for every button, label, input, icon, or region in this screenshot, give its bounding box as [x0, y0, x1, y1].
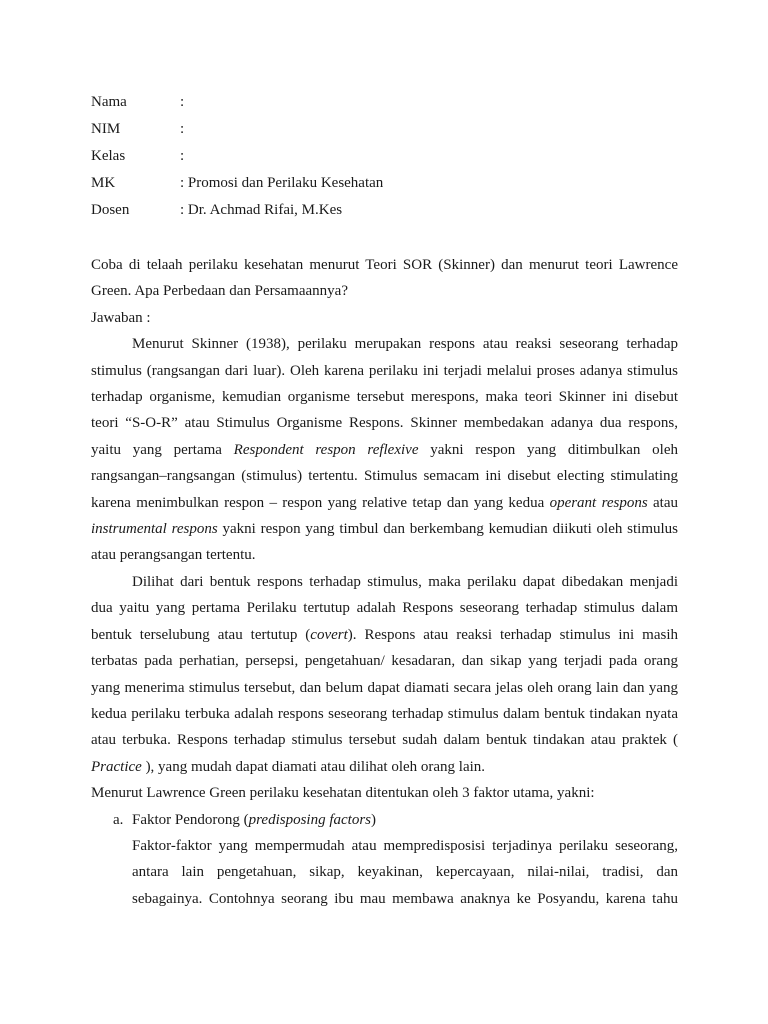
paragraph-line: terhadap organisme, kemudian organisme tersebut merespons, maka teori Skinner ini disebut [91, 389, 678, 406]
student-info-header [91, 92, 383, 227]
header-row-kelas [91, 146, 383, 173]
text-run: yakni respon yang ditimbulkan oleh [418, 441, 678, 458]
italic-term: instrumental respons [91, 521, 218, 538]
paragraph-line: kedua perilaku terbuka adalah respons seseorang terhadap stimulus dalam bentuk tindakan nyata [91, 705, 678, 722]
list-item-title [132, 807, 678, 833]
paragraph-line: antara lain pengetahuan, sikap, keyakinan, kepercayaan, nilai-nilai, tradisi, dan [132, 864, 678, 881]
italic-term: covert [310, 626, 348, 643]
document-body [91, 252, 678, 912]
header-value: : [180, 94, 185, 110]
paragraph-line: Faktor-faktor yang mempermudah atau mempredisposisi terjadinya perilaku seseorang, [132, 837, 678, 854]
italic-term: Practice [91, 758, 142, 775]
paragraph-line: dua yaitu yang pertama Perilaku tertutup adalah Respons seseorang terhadap stimulus dalam [91, 600, 678, 617]
green-intro: Menurut Lawrence Green perilaku kesehatan ditentukan oleh 3 faktor utama, yakni: [91, 785, 595, 802]
paragraph-line: Menurut Skinner (1938), perilaku merupakan respons atau reaksi seseorang terhadap [132, 336, 678, 353]
header-value: : [180, 148, 185, 164]
text-run: yakni respon yang timbul dan berkembang kemudian diikuti oleh stimulus [217, 521, 678, 538]
paragraph-covert-overt [91, 569, 678, 780]
italic-term: Respondent respon reflexive [233, 441, 419, 458]
header-value: : Dr. Achmad Rifai, M.Kes [180, 202, 343, 218]
text-run: ). Respons atau reaksi terhadap stimulus ini masih [347, 626, 678, 643]
italic-term: predisposing factors [248, 811, 372, 828]
text-run: bentuk terselubung atau tertutup ( [91, 626, 311, 643]
paragraph-line [91, 516, 678, 542]
header-value: : Promosi dan Perilaku Kesehatan [180, 175, 384, 191]
list-marker: a. [113, 811, 124, 828]
header-row-nim [91, 119, 383, 146]
italic-term: operant respons [549, 494, 648, 511]
paragraph-line [91, 622, 678, 648]
factor-a-description [132, 833, 678, 912]
header-value: : [180, 121, 185, 137]
text-run: atau [647, 494, 679, 511]
paragraph-line: atau terbuka. Respons terhadap stimulus tersebut sudah dalam bentuk tindakan atau praktek ( [91, 732, 678, 749]
paragraph-line: Dilihat dari bentuk respons terhadap stimulus, maka perilaku dapat dibedakan menjadi [132, 573, 678, 590]
question-line: Coba di telaah perilaku kesehatan menurut Teori SOR (Skinner) dan menurut teori Lawrence [91, 257, 678, 273]
header-row-mk [91, 173, 383, 200]
paragraph-skinner [91, 331, 678, 569]
answer-label: Jawaban : [91, 309, 151, 326]
paragraph-line: yang menerima stimulus tersebut, dan belum dapat diamati secara jelas oleh orang lain dan yang [91, 679, 678, 696]
paragraph-line [91, 490, 678, 516]
text-run: karena menimbulkan respon – respon yang relative tetap dan yang kedua [91, 494, 550, 511]
text-run: yaitu yang pertama [91, 441, 234, 458]
header-label: MK [91, 175, 116, 191]
text-run: Faktor Pendorong ( [132, 811, 249, 828]
paragraph-line: stimulus (rangsangan dari luar). Oleh karena perilaku ini terjadi melalui proses adanya stimulus [91, 362, 678, 379]
question-line: Green. Apa Perbedaan dan Persamaannya? [91, 283, 348, 300]
text-run: ) [371, 811, 377, 828]
paragraph-line: atau perangsangan tertentu. [91, 547, 256, 564]
paragraph-line: terbatas pada perhatian, persepsi, pengetahuan/ kesadaran, dan sikap yang terjadi pada orang [91, 653, 678, 670]
paragraph-line [91, 437, 678, 463]
paragraph-line: teori “S-O-R” atau Stimulus Organisme Respons. Skinner membedakan adanya dua respons, [91, 415, 678, 432]
header-label: Dosen [91, 202, 130, 218]
paragraph-line [91, 754, 678, 780]
paragraph-line: rangsangan–rangsangan (stimulus) tertentu. Stimulus semacam ini disebut electing stimulating [91, 468, 678, 485]
header-label: Kelas [91, 148, 126, 164]
header-label: Nama [91, 94, 127, 110]
list-item-factor-a [91, 807, 678, 833]
text-run: ), yang mudah dapat diamati atau dilihat oleh orang lain. [141, 758, 486, 775]
header-label: NIM [91, 121, 121, 137]
header-row-dosen [91, 200, 383, 227]
paragraph-line: sebagainya. Contohnya seorang ibu mau membawa anaknya ke Posyandu, karena tahu [132, 890, 678, 907]
header-row-nama [91, 92, 383, 119]
question [91, 252, 678, 305]
